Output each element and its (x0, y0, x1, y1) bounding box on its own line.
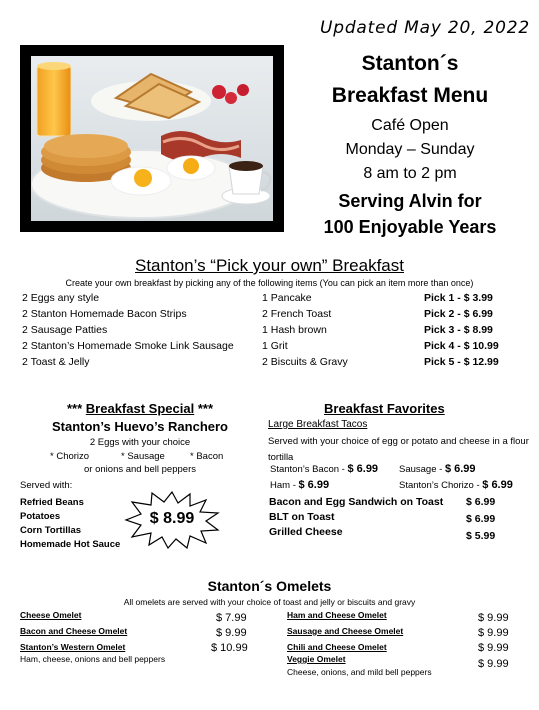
serving-line-2: 100 Enjoyable Years (323, 217, 497, 237)
pick-item: 1 Grit (262, 340, 288, 352)
open-hours: 8 am to 2 pm (363, 165, 457, 182)
favorite-price: $ 5.99 (466, 530, 496, 542)
taco-item (270, 463, 378, 475)
taco-item (270, 479, 329, 491)
favorite-price: $ 6.99 (466, 513, 496, 525)
pick-item: 2 French Toast (262, 308, 332, 320)
favorite-price: $ 6.99 (466, 496, 496, 508)
served-with-label: Served with: (20, 480, 73, 491)
menu-title-line-2: Breakfast Menu (331, 84, 489, 107)
breakfast-photo (20, 45, 284, 232)
pick-item: 2 Biscuits & Gravy (262, 356, 348, 368)
special-price-burst (124, 491, 220, 549)
side-item: Homemade Hot Sauce (20, 539, 121, 550)
taco-label: Ham - (270, 480, 299, 491)
pick-price: Pick 2 - $ 6.99 (424, 308, 493, 320)
omelet-item: Sausage and Cheese Omelet (287, 626, 404, 636)
omelet-item: Stanton’s Western Omelet (20, 642, 126, 652)
omelet-price: $ 9.99 (478, 627, 509, 639)
breakfast-photo-image (31, 56, 273, 221)
omelet-item: Bacon and Cheese Omelet (20, 626, 128, 636)
taco-item (399, 479, 513, 491)
pick-price: Pick 3 - $ 8.99 (424, 324, 493, 336)
open-days: Monday – Sunday (345, 141, 475, 158)
stars-left: *** (66, 401, 83, 416)
taco-price: $ 6.99 (347, 463, 379, 475)
taco-price: $ 6.99 (482, 479, 513, 491)
stars-right: *** (197, 401, 214, 416)
omelets-heading: Stanton´s Omelets (207, 578, 332, 594)
omelet-description: Cheese, onions, and mild bell peppers (287, 667, 432, 677)
special-choice: * Sausage (121, 451, 165, 462)
taco-label: Sausage - (399, 464, 445, 475)
omelet-price: $ 9.99 (478, 658, 509, 670)
pick-item: 2 Eggs any style (22, 292, 100, 304)
cafe-open-label: Café Open (371, 117, 449, 134)
special-choice: * Bacon (190, 451, 224, 462)
pick-price: Pick 1 - $ 3.99 (424, 292, 493, 304)
pick-item: 2 Sausage Patties (22, 324, 108, 336)
omelet-item: Ham and Cheese Omelet (287, 610, 387, 620)
pick-item: 1 Pancake (262, 292, 312, 304)
serving-line-1: Serving Alvin for (338, 191, 482, 211)
pick-item: 2 Stanton’s Homemade Smoke Link Sausage (22, 340, 234, 352)
omelet-price: $ 10.99 (211, 642, 248, 654)
pick-item: 2 Toast & Jelly (22, 356, 90, 368)
special-price: $ 8.99 (149, 510, 195, 527)
omelet-description: Ham, cheese, onions and bell peppers (20, 654, 166, 664)
taco-label: Stanton’s Chorizo - (399, 480, 483, 491)
pick-item: 2 Stanton Homemade Bacon Strips (22, 308, 187, 320)
special-or-line: or onions and bell peppers (84, 464, 196, 475)
omelets-description: All omelets are served with your choice of toast and jelly or biscuits and gravy (123, 597, 416, 607)
tacos-description: Served with your choice of egg or potato and cheese in a flour tortilla (268, 436, 529, 463)
favorite-item: Bacon and Egg Sandwich on Toast (269, 496, 444, 508)
taco-label: Stanton’s Bacon - (270, 464, 348, 475)
pick-your-own-description: Create your own breakfast by picking any of the following items (You can pick an item more than once) (65, 278, 474, 288)
breakfast-special-heading (20, 401, 260, 416)
pick-price: Pick 5 - $ 12.99 (424, 356, 499, 368)
omelet-price: $ 9.99 (478, 612, 509, 624)
side-item: Potatoes (20, 511, 61, 522)
omelet-price: $ 9.99 (478, 642, 509, 654)
pick-your-own-title: Stanton’s “Pick your own” Breakfast (135, 256, 404, 275)
side-item: Corn Tortillas (20, 525, 82, 536)
taco-item (399, 463, 476, 475)
taco-price: $ 6.99 (298, 479, 330, 491)
breakfast-special-title: Breakfast Special (85, 401, 195, 416)
favorite-item: BLT on Toast (269, 511, 335, 523)
omelet-price: $ 9.99 (216, 627, 247, 639)
omelet-price: $ 7.99 (216, 612, 247, 624)
omelet-item: Cheese Omelet (20, 610, 82, 620)
omelet-item: Veggie Omelet (287, 654, 346, 664)
favorite-item: Grilled Cheese (269, 526, 343, 538)
pick-item: 1 Hash brown (262, 324, 327, 336)
updated-date: Updated May 20, 2022 (320, 18, 531, 38)
pick-price: Pick 4 - $ 10.99 (424, 340, 499, 352)
menu-title-line-1: Stanton´s (361, 52, 459, 75)
breakfast-favorites-heading: Breakfast Favorites (324, 401, 445, 416)
special-eggs-line: 2 Eggs with your choice (89, 437, 191, 448)
taco-price: $ 6.99 (444, 463, 476, 475)
omelet-item: Chili and Cheese Omelet (287, 642, 387, 652)
special-dish-name: Stanton’s Huevo’s Ranchero (51, 419, 228, 434)
side-item: Refried Beans (20, 497, 84, 508)
tacos-heading: Large Breakfast Tacos (268, 419, 368, 430)
special-choice: * Chorizo (50, 451, 90, 462)
